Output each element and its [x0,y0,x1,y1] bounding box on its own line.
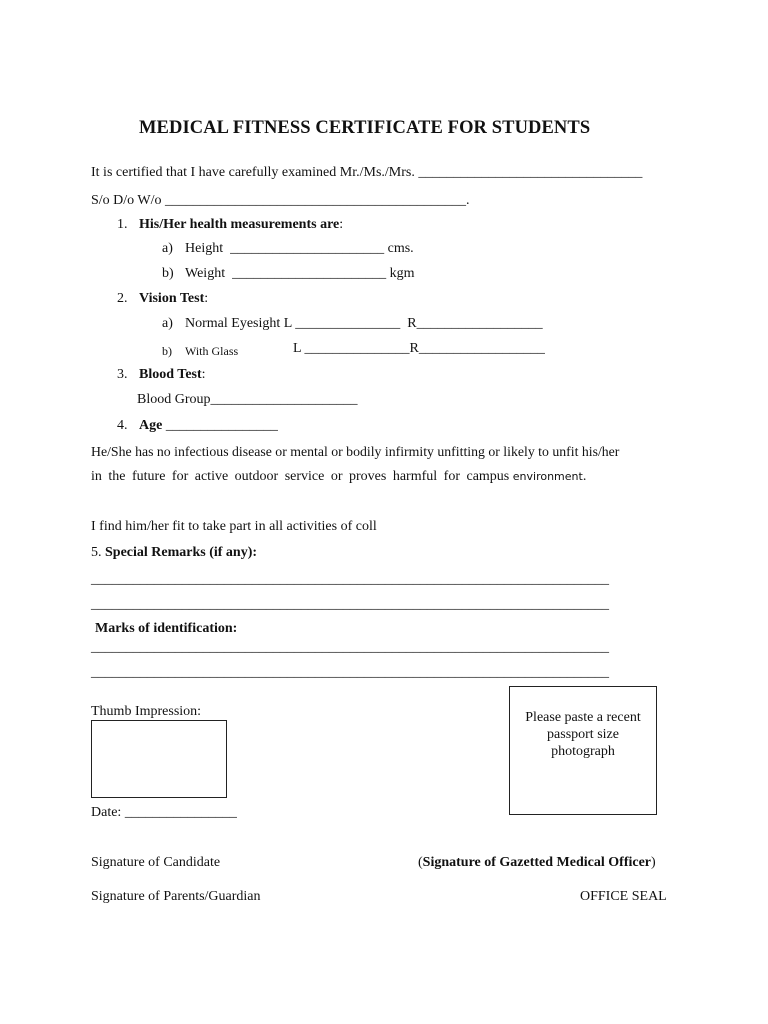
weight-prefix: b) [162,266,174,281]
statement-line-2-end: . [582,469,587,484]
item-number-age: 4. [117,418,128,433]
special-remarks-heading [91,544,257,562]
item-number-blood: 3. [117,367,128,382]
signature-officer-close: ) [651,855,656,870]
identification-line-1: __________________________________________________________________________ [91,640,609,655]
weight-field: Weight ______________________ kgm [185,266,415,281]
normal-eyesight-field: Normal Eyesight L _______________ R__________________ [185,316,543,331]
intro-relation-line: S/o D/o W/o ___________________________________________. [91,193,470,208]
vision-colon: : [204,291,209,306]
health-measurements-heading [139,216,343,234]
remarks-line-2: __________________________________________________________________________ [91,597,609,612]
photo-instructions: Please paste a recent passport size photograph [525,710,641,759]
page-title: MEDICAL FITNESS CERTIFICATE FOR STUDENTS [139,118,591,138]
statement-line-2-main: in the future for active outdoor service or proves harmful for campus [91,469,510,484]
health-colon: : [339,217,344,232]
height-field: Height ______________________ cms. [185,241,414,256]
statement-line-2-small: environment [512,470,583,483]
fit-statement: I find him/her fit to take part in all activities of coll [91,519,377,534]
statement-line-1: He/She has no infectious disease or mental or bodily infirmity unfitting or likely to unfit his/her [91,444,620,459]
vision-test-heading [139,290,208,308]
health-measurements-label: His/Her health measurements are [139,217,340,232]
normal-eyesight-prefix: a) [162,316,173,331]
age-label: Age [139,418,163,433]
remarks-number: 5. [91,545,102,560]
vision-test-label: Vision Test [139,291,205,306]
age-heading [139,417,278,435]
thumb-impression-label: Thumb Impression: [91,704,202,719]
intro-name-line: It is certified that I have carefully examined Mr./Ms./Mrs. ________________________________ [91,165,643,180]
statement-line-2 [91,468,586,486]
with-glass-label: With Glass [185,344,239,358]
item-number-health: 1. [117,217,128,232]
office-seal: OFFICE SEAL [580,889,667,904]
remarks-line-1: __________________________________________________________________________ [91,572,609,587]
signature-officer-open: ( [418,855,423,870]
blood-test-heading [139,366,206,384]
blood-group-field: Blood Group_____________________ [137,392,358,407]
height-prefix: a) [162,241,173,256]
identification-line-2: __________________________________________________________________________ [91,665,609,680]
thumb-impression-box [91,720,227,798]
signature-candidate: Signature of Candidate [91,855,221,870]
signature-officer-label: Signature of Gazetted Medical Officer [422,855,652,870]
identification-label: Marks of identification: [95,621,238,636]
blood-colon: : [201,367,206,382]
with-glass-field: L _______________R__________________ [293,341,545,356]
special-remarks-paren: (if any): [209,545,258,560]
age-field: ________________ [165,418,278,433]
photo-box [509,686,657,815]
signature-parents: Signature of Parents/Guardian [91,889,261,904]
blood-test-label: Blood Test [139,367,202,382]
with-glass-prefix: b) [162,344,172,358]
signature-officer [418,854,656,872]
special-remarks-label: Special Remarks [105,545,206,560]
date-field: Date: ________________ [91,805,237,820]
item-number-vision: 2. [117,291,128,306]
